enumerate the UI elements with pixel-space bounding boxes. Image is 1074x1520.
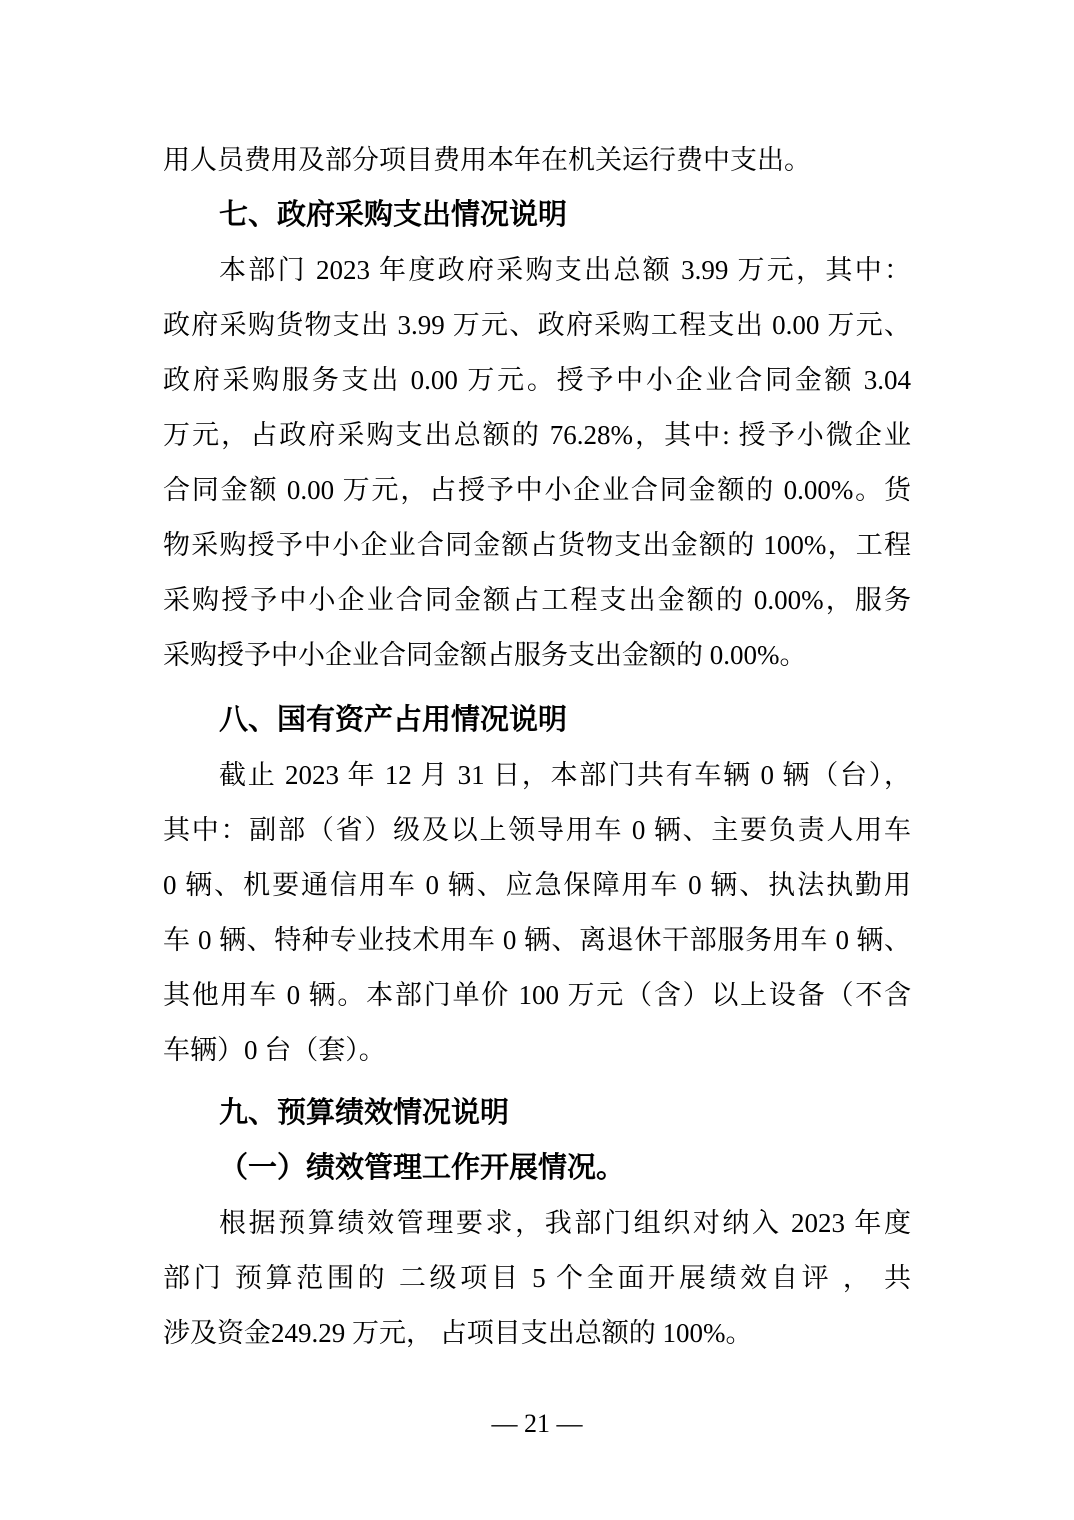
section-heading: 七、政府采购支出情况说明 — [219, 199, 568, 231]
text-line: 其中：副部（省）级及以上领导用车 0 辆、主要负责人用车 — [163, 815, 911, 845]
page-number: — 21 — — [491, 1409, 583, 1438]
sub-heading: （一）绩效管理工作开展情况。 — [219, 1152, 626, 1184]
text-line: 车辆）0 台（套）。 — [163, 1035, 386, 1065]
section-heading: 八、国有资产占用情况说明 — [219, 704, 568, 736]
text-line: 截止 2023 年 12 月 31 日，本部门共有车辆 0 辆（台）， — [219, 760, 911, 790]
section-heading: 九、预算绩效情况说明 — [219, 1097, 510, 1129]
text-line: 0 辆、机要通信用车 0 辆、应急保障用车 0 辆、执法执勤用 — [163, 870, 911, 900]
document-body — [163, 133, 911, 1361]
text-line: 本部门 2023 年度政府采购支出总额 3.99 万元，其中： — [219, 255, 911, 285]
text-line: 其他用车 0 辆。本部门单价 100 万元（含）以上设备（不含 — [163, 980, 911, 1010]
text-line: 用人员费用及部分项目费用本年在机关运行费中支出。 — [163, 145, 811, 175]
text-line: 合同金额 0.00 万元，占授予中小企业合同金额的 0.00%。货 — [163, 475, 911, 505]
text-line: 政府采购货物支出 3.99 万元、政府采购工程支出 0.00 万元、 — [163, 310, 911, 340]
text-line: 根据预算绩效管理要求，我部门组织对纳入 2023 年度 — [219, 1208, 911, 1238]
text-line: 部门 预算范围的 二级项目 5 个全面开展绩效自评 ， 共 — [163, 1263, 911, 1293]
text-line: 采购授予中小企业合同金额占服务支出金额的 0.00%。 — [163, 640, 807, 670]
text-line: 政府采购服务支出 0.00 万元。授予中小企业合同金额 3.04 — [163, 365, 911, 395]
text-line: 涉及资金249.29 万元， 占项目支出总额的 100%。 — [163, 1318, 753, 1348]
text-line: 万元，占政府采购支出总额的 76.28%，其中: 授予小微企业 — [163, 420, 911, 450]
text-line: 车 0 辆、特种专业技术用车 0 辆、离退休干部服务用车 0 辆、 — [163, 925, 911, 955]
text-line: 采购授予中小企业合同金额占工程支出金额的 0.00%，服务 — [163, 585, 911, 615]
text-line: 物采购授予中小企业合同金额占货物支出金额的 100%，工程 — [163, 530, 911, 560]
